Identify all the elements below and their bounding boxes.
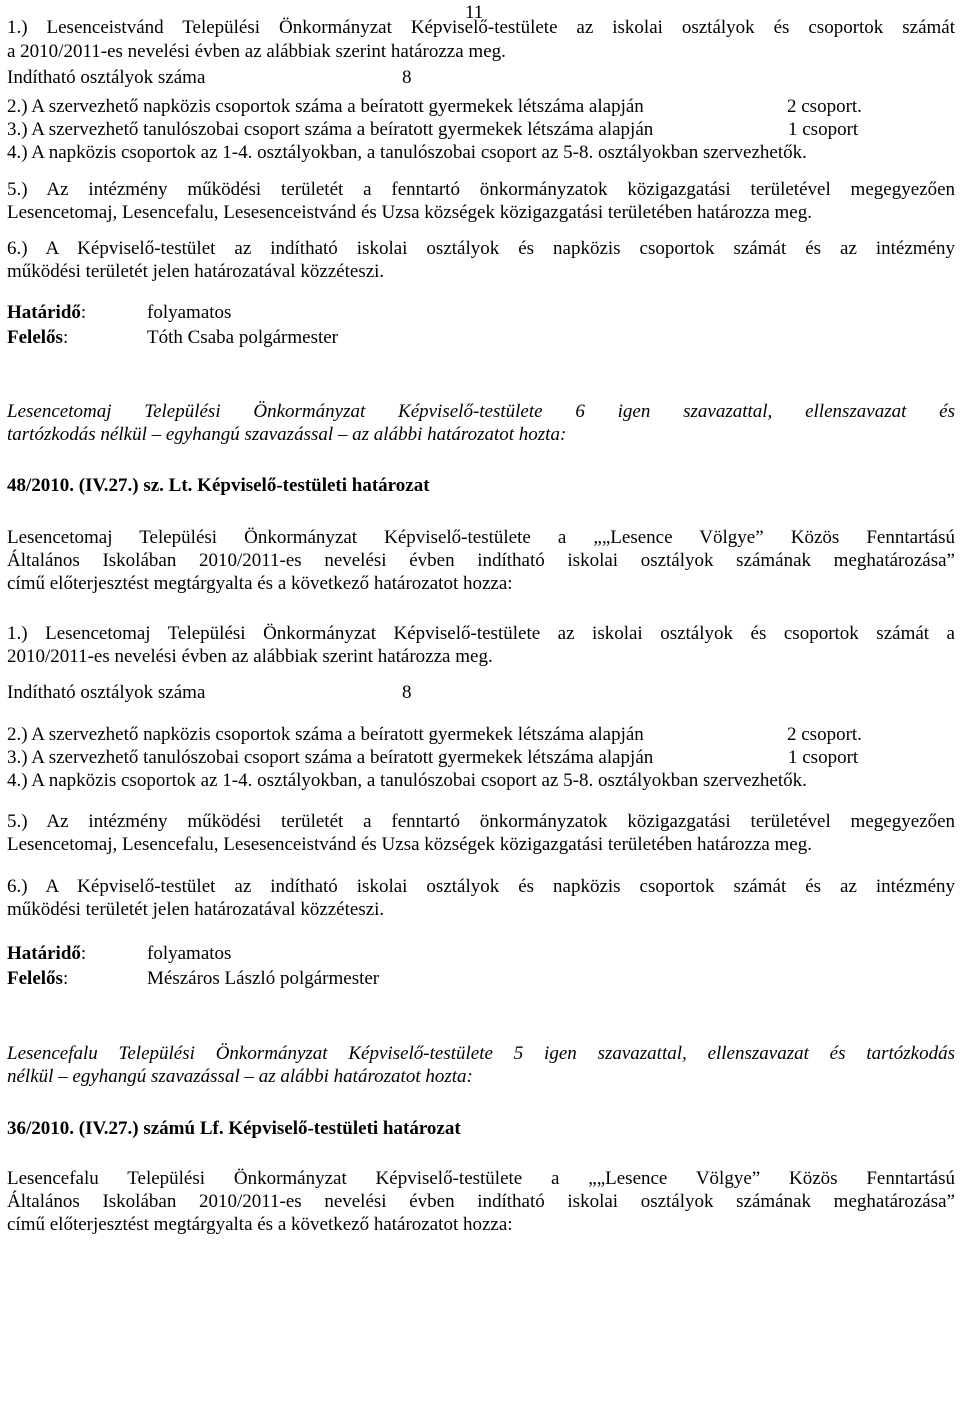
vote2-line1: Lesencefalu Települési Önkormányzat Képviselő-testülete 5 igen szavazattal, ellenszavazat és tartózkodás xyxy=(7,1043,955,1064)
s1-deadline-value: folyamatos xyxy=(147,302,232,323)
s1-p3-row xyxy=(7,118,955,141)
s1-p2-text: 2.) A szervezhető napközis csoportok száma a beíratott gyermekek létszáma alapján xyxy=(7,96,644,117)
s1-inditható-label: Indítható osztályok száma xyxy=(7,67,206,88)
s1-p1-line2: a 2010/2011-es nevelési évben az alábbiak szerint határozza meg. xyxy=(7,41,506,62)
s1-p6-line1: 6.) A Képviselő-testület az indítható iskolai osztályok és napközis csoportok számát és az intézmény xyxy=(7,238,955,259)
s2-p5-line1: 5.) Az intézmény működési területét a fenntartó önkormányzatok közigazgatási területével megegyezően xyxy=(7,811,955,832)
s2-p2-row xyxy=(7,723,955,746)
s1-inditható-value: 8 xyxy=(402,67,412,88)
resolution2-title: 36/2010. (IV.27.) számú Lf. Képviselő-testületi határozat xyxy=(7,1118,461,1139)
s2-deadline-label: Határidő xyxy=(7,943,81,964)
s1-responsible-colon: : xyxy=(62,327,69,348)
resolution1-title: 48/2010. (IV.27.) sz. Lt. Képviselő-testületi határozat xyxy=(7,475,430,496)
resolution1-intro-line1: Lesencetomaj Települési Önkormányzat Képviselő-testülete a „„Lesence Völgye” Közös Fenntartású xyxy=(7,527,955,548)
vote1-line2: tartózkodás nélkül – egyhangú szavazással – az alábbi határozatot hozta: xyxy=(7,424,567,445)
s2-p2-value: 2 csoport. xyxy=(787,724,862,745)
s1-responsible-value: Tóth Csaba polgármester xyxy=(147,327,339,348)
s1-p5-line2: Lesencetomaj, Lesencefalu, Lesesenceistvánd és Uzsa községek közigazgatási területében határozza meg. xyxy=(7,202,812,223)
vote1-line1: Lesencetomaj Települési Önkormányzat Képviselő-testülete 6 igen szavazattal, ellenszavazat és xyxy=(7,401,955,422)
s2-deadline-label-wrap xyxy=(7,942,86,965)
s2-inditható-row xyxy=(7,681,955,704)
vote2-line2: nélkül – egyhangú szavazással – az alábbi határozatot hozta: xyxy=(7,1066,473,1087)
s1-p2-row xyxy=(7,95,955,118)
s2-inditható-label: Indítható osztályok száma xyxy=(7,682,206,703)
s1-responsible-label-wrap xyxy=(7,326,68,349)
s2-p3-row xyxy=(7,746,955,769)
s2-p2-text: 2.) A szervezhető napközis csoportok száma a beíratott gyermekek létszáma alapján xyxy=(7,724,644,745)
s1-p6-line2: működési területét jelen határozatával közzéteszi. xyxy=(7,261,385,282)
resolution1-intro-line3: című előterjesztést megtárgyalta és a következő határozatot hozza: xyxy=(7,573,513,594)
s2-p1-line2: 2010/2011-es nevelési évben az alábbiak szerint határozza meg. xyxy=(7,646,493,667)
s1-p4: 4.) A napközis csoportok az 1-4. osztályokban, a tanulószobai csoport az 5-8. osztályokban szervezhetők. xyxy=(7,142,807,163)
s2-responsible-label: Felelős xyxy=(7,968,63,989)
s1-deadline-label: Határidő xyxy=(7,302,81,323)
s1-p2-value: 2 csoport. xyxy=(787,96,862,117)
s2-responsible-label-wrap xyxy=(7,967,68,990)
resolution2-intro-line2: Általános Iskolában 2010/2011-es nevelési évben indítható iskolai osztályok számának meghatározása” xyxy=(7,1191,955,1212)
s2-p4: 4.) A napközis csoportok az 1-4. osztályokban, a tanulószobai csoport az 5-8. osztályokban szervezhetők. xyxy=(7,770,807,791)
s1-deadline-colon: : xyxy=(80,302,87,323)
s1-responsible-label: Felelős xyxy=(7,327,63,348)
s2-p1-line1: 1.) Lesencetomaj Települési Önkormányzat Képviselő-testülete az iskolai osztályok és csoportok számát a xyxy=(7,623,955,644)
s2-responsible-colon: : xyxy=(62,968,69,989)
resolution2-intro-line1: Lesencefalu Települési Önkormányzat Képviselő-testülete a „„Lesence Völgye” Közös Fenntartású xyxy=(7,1168,955,1189)
s2-p6-line2: működési területét jelen határozatával közzéteszi. xyxy=(7,899,385,920)
s1-deadline-label-wrap xyxy=(7,301,86,324)
s1-inditható-row xyxy=(7,66,955,89)
s2-p6-line1: 6.) A Képviselő-testület az indítható iskolai osztályok és napközis csoportok számát és az intézmény xyxy=(7,876,955,897)
s2-responsible-value: Mészáros László polgármester xyxy=(147,968,380,989)
s2-p5-line2: Lesencetomaj, Lesencefalu, Lesesenceistvánd és Uzsa községek közigazgatási területében határozza meg. xyxy=(7,834,812,855)
s2-p3-value: 1 csoport xyxy=(788,747,859,768)
s2-p3-text: 3.) A szervezhető tanulószobai csoport száma a beíratott gyermekek létszáma alapján xyxy=(7,747,654,768)
s1-p3-value: 1 csoport xyxy=(788,119,859,140)
resolution2-intro-line3: című előterjesztést megtárgyalta és a következő határozatot hozza: xyxy=(7,1214,513,1235)
s1-p3-text: 3.) A szervezhető tanulószobai csoport száma a beíratott gyermekek létszáma alapján xyxy=(7,119,654,140)
s1-p5-line1: 5.) Az intézmény működési területét a fenntartó önkormányzatok közigazgatási területével megegyezően xyxy=(7,179,955,200)
s1-p1-line1: 1.) Lesenceistvánd Települési Önkormányzat Képviselő-testülete az iskolai osztályok és csoportok számát xyxy=(7,17,955,38)
s2-inditható-value: 8 xyxy=(402,682,412,703)
resolution1-intro-line2: Általános Iskolában 2010/2011-es nevelési évben indítható iskolai osztályok számának meghatározása” xyxy=(7,550,955,571)
s2-deadline-value: folyamatos xyxy=(147,943,232,964)
s2-deadline-colon: : xyxy=(80,943,87,964)
page-number: 11 xyxy=(465,2,484,23)
